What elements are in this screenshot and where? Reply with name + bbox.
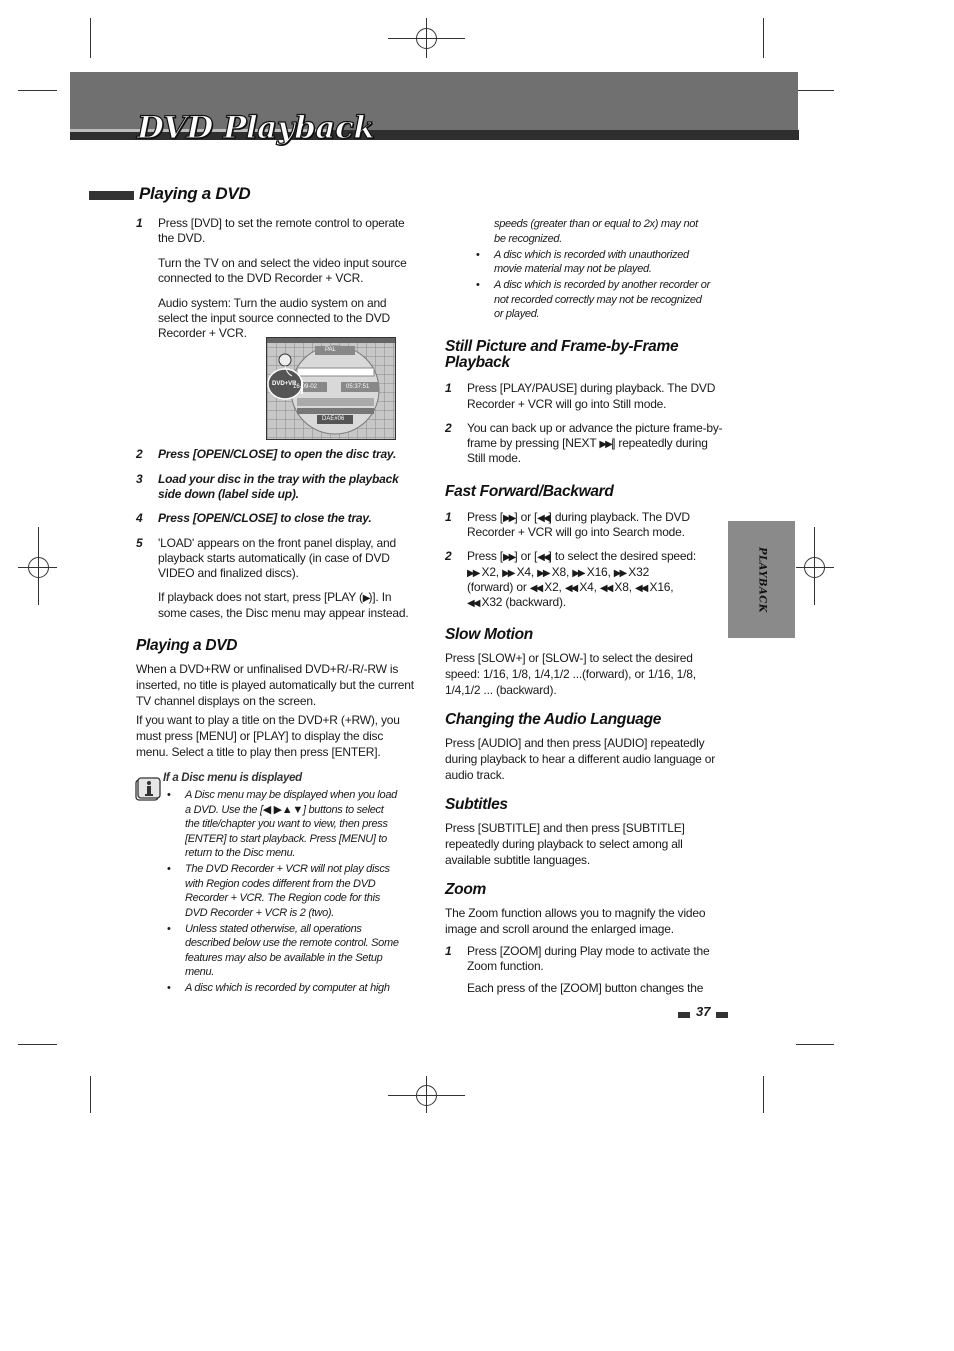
bullet: • [476, 279, 480, 291]
section-heading: Fast Forward/Backward [445, 483, 614, 500]
page-number-mark [678, 1012, 690, 1018]
crop-mark [796, 1044, 834, 1045]
step-number: 5 [136, 536, 143, 550]
crop-mark [18, 90, 57, 91]
info-icon [135, 777, 161, 801]
step-text: side down (label side up). [158, 487, 299, 501]
note-text: The DVD Recorder + VCR will not play discs [185, 863, 390, 875]
crop-mark [796, 90, 834, 91]
body-text: Press [SLOW+] or [SLOW-] to select the desired [445, 651, 693, 665]
body-text: available subtitle languages. [445, 853, 590, 867]
note-text: described below use the remote control. Some [185, 937, 399, 949]
step-text: Turn the TV on and select the video input source [158, 256, 407, 270]
note-text: [ENTER] to start playback. Press [MENU] to [185, 833, 387, 845]
rewind-icon: ◀◀ [599, 583, 612, 594]
note-text: speeds (greater than or equal to 2x) may not [494, 218, 698, 230]
step-text: Load your disc in the tray with the playback [158, 472, 399, 486]
section-tab-label: PLAYBACK [756, 546, 767, 613]
note-text: the title/chapter you want to view, then press [185, 818, 388, 830]
bullet: • [167, 923, 171, 935]
step-text: the DVD. [158, 231, 206, 245]
crop-mark [763, 1076, 764, 1113]
step-text: Press [▶▶] or [◀◀] during playback. The DVD [467, 510, 690, 524]
section-tab [728, 521, 795, 638]
rewind-icon: ◀◀ [537, 513, 549, 524]
step-text: playback starts automatically (in case of DVD [158, 551, 390, 565]
bullet: • [167, 863, 171, 875]
body-text: menu. Select a title to play then press [ENTER]. [136, 745, 381, 759]
body-text: Press [SUBTITLE] and then press [SUBTITLE] [445, 821, 685, 835]
note-text: features may also be available in the Setup [185, 952, 383, 964]
page-number: 37 [696, 1004, 711, 1019]
note-text: movie material may not be played. [494, 263, 652, 275]
step-text: Press [ZOOM] during Play mode to activate the [467, 944, 710, 958]
body-text: If you want to play a title on the DVD+R (+RW), you [136, 713, 400, 727]
section-heading: Slow Motion [445, 626, 533, 643]
step-text: Audio system: Turn the audio system on and [158, 296, 387, 310]
rewind-icon: ◀◀ [564, 583, 577, 594]
step-number: 1 [445, 944, 452, 958]
crop-mark [18, 1044, 57, 1045]
step-number: 1 [136, 216, 143, 230]
body-text: audio track. [445, 768, 505, 782]
body-text: speed: 1/16, 1/8, 1/4,1/2 ...(forward), or 1/16, 1/8, [445, 667, 696, 681]
fast-forward-icon: ▶▶ [572, 568, 584, 579]
body-text: 1/4,1/2 ... (backward). [445, 683, 557, 697]
step-number: 4 [136, 511, 143, 525]
rewind-icon: ◀◀ [634, 583, 647, 594]
bullet: • [476, 249, 480, 261]
note-text: Unless stated otherwise, all operations [185, 923, 362, 935]
section-heading: Changing the Audio Language [445, 711, 662, 728]
body-text: must press [MENU] or [PLAY] to display the disc [136, 729, 384, 743]
note-text: A disc which is recorded with unauthorized [494, 249, 689, 261]
step-text: ◀◀ X32 (backward). [467, 595, 566, 609]
tv-label-top: PAL [325, 347, 336, 353]
step-number: 2 [136, 447, 143, 461]
step-text: You can back up or advance the picture frame-by- [467, 421, 723, 435]
step-text: Recorder + VCR will go into Search mode. [467, 525, 685, 539]
body-text: TV channel displays on the screen. [136, 694, 316, 708]
section-heading: Zoom [445, 881, 486, 898]
step-text: some cases, the Disc menu may appear instead. [158, 606, 409, 620]
note-text: menu. [185, 966, 215, 978]
step-text: select the input source connected to the DVD [158, 311, 391, 325]
dvd-vr-badge: DVD+VR [272, 381, 297, 387]
step-text: Recorder + VCR. [158, 326, 247, 340]
heading-bar [89, 191, 134, 200]
note-text: DVD Recorder + VCR is 2 (two). [185, 907, 335, 919]
fast-forward-icon: ▶▶ [502, 568, 514, 579]
step-text: (forward) or ◀◀ X2, ◀◀ X4, ◀◀ X8, ◀◀ X16, [467, 580, 674, 594]
step-text: VIDEO and finalized discs). [158, 566, 299, 580]
page-title: DVD Playback [137, 110, 375, 146]
step-text: 'LOAD' appears on the front panel display, and [158, 536, 396, 550]
tv-test-card-image [266, 337, 396, 440]
bullet: • [167, 789, 171, 801]
body-text: inserted, no title is played automatically but the current [136, 678, 414, 692]
rewind-icon: ◀◀ [467, 598, 479, 609]
step-text: ▶▶ X2, ▶▶ X4, ▶▶ X8, ▶▶ X16, ▶▶ X32 [467, 565, 650, 579]
crop-mark [90, 1076, 91, 1113]
fast-forward-icon: ▶▶ [502, 552, 515, 563]
fast-forward-icon: ▶▶ [502, 513, 515, 524]
body-text: during playback to hear a different audio language or [445, 752, 716, 766]
step-text: Each press of the [ZOOM] button changes the [467, 981, 704, 995]
note-text: a DVD. Use the [◀ ▶▲▼] buttons to select [185, 804, 384, 816]
step-number: 1 [445, 381, 452, 395]
page-number-mark [716, 1012, 728, 1018]
note-text: return to the Disc menu. [185, 847, 296, 859]
tv-label-time: 05:37:51 [346, 384, 370, 390]
note-text: A Disc menu may be displayed when you load [185, 789, 398, 801]
section-heading: Still Picture and Frame-by-Frame [445, 338, 679, 355]
rewind-icon: ◀◀ [537, 552, 549, 563]
step-text: Still mode. [467, 451, 521, 465]
step-text: Press [DVD] to set the remote control to operate [158, 216, 405, 230]
next-icon: ▶▶| [599, 439, 613, 450]
play-icon: ▶ [362, 593, 369, 604]
section-heading: Playing a DVD [136, 637, 238, 654]
step-text: If playback does not start, press [PLAY (▶)]. In [158, 590, 392, 604]
note-text: be recognized. [494, 233, 562, 245]
step-text: Recorder + VCR will go into Still mode. [467, 397, 667, 411]
step-text: Press [PLAY/PAUSE] during playback. The DVD [467, 381, 716, 395]
fast-forward-icon: ▶▶ [537, 568, 549, 579]
body-text: Press [AUDIO] and then press [AUDIO] repeatedly [445, 736, 705, 750]
body-text: When a DVD+RW or unfinalised DVD+R/-R/-RW is [136, 662, 399, 676]
section-heading: Subtitles [445, 796, 508, 813]
section-heading: Playback [445, 354, 510, 371]
rewind-icon: ◀◀ [529, 583, 542, 594]
note-text: or played. [494, 308, 540, 320]
crop-mark [90, 18, 91, 58]
step-text: Zoom function. [467, 959, 544, 973]
note-text: A disc which is recorded by another recorder or [494, 279, 710, 291]
step-text: Press [OPEN/CLOSE] to close the tray. [158, 511, 372, 525]
step-number: 1 [445, 510, 452, 524]
step-text: frame by pressing [NEXT ▶▶|] repeatedly during [467, 436, 708, 450]
note-text: with Region codes different from the DVD [185, 878, 376, 890]
note-text: Recorder + VCR. The Region code for this [185, 892, 380, 904]
bullet: • [167, 982, 171, 994]
note-text: A disc which is recorded by computer at high [185, 982, 390, 994]
step-number: 2 [445, 421, 452, 435]
step-text: Press [OPEN/CLOSE] to open the disc tray. [158, 447, 397, 461]
body-text: The Zoom function allows you to magnify the video [445, 906, 706, 920]
note-text: not recorded correctly may not be recognized [494, 294, 702, 306]
step-text: connected to the DVD Recorder + VCR. [158, 271, 364, 285]
fast-forward-icon: ▶▶ [613, 568, 626, 579]
step-number: 2 [445, 549, 452, 563]
tv-label-bottom: DAE#06 [322, 416, 345, 422]
section-heading: Playing a DVD [139, 184, 251, 203]
note-title: If a Disc menu is displayed [163, 772, 302, 784]
body-text: repeatedly during playback to select among all [445, 837, 683, 851]
step-number: 3 [136, 472, 143, 486]
crop-mark [763, 18, 764, 58]
step-text: Press [▶▶] or [◀◀] to select the desired speed: [467, 549, 696, 563]
fast-forward-icon: ▶▶ [467, 568, 479, 579]
tv-label-date: 16-09-02 [293, 384, 318, 390]
body-text: image and scroll around the enlarged image. [445, 922, 674, 936]
